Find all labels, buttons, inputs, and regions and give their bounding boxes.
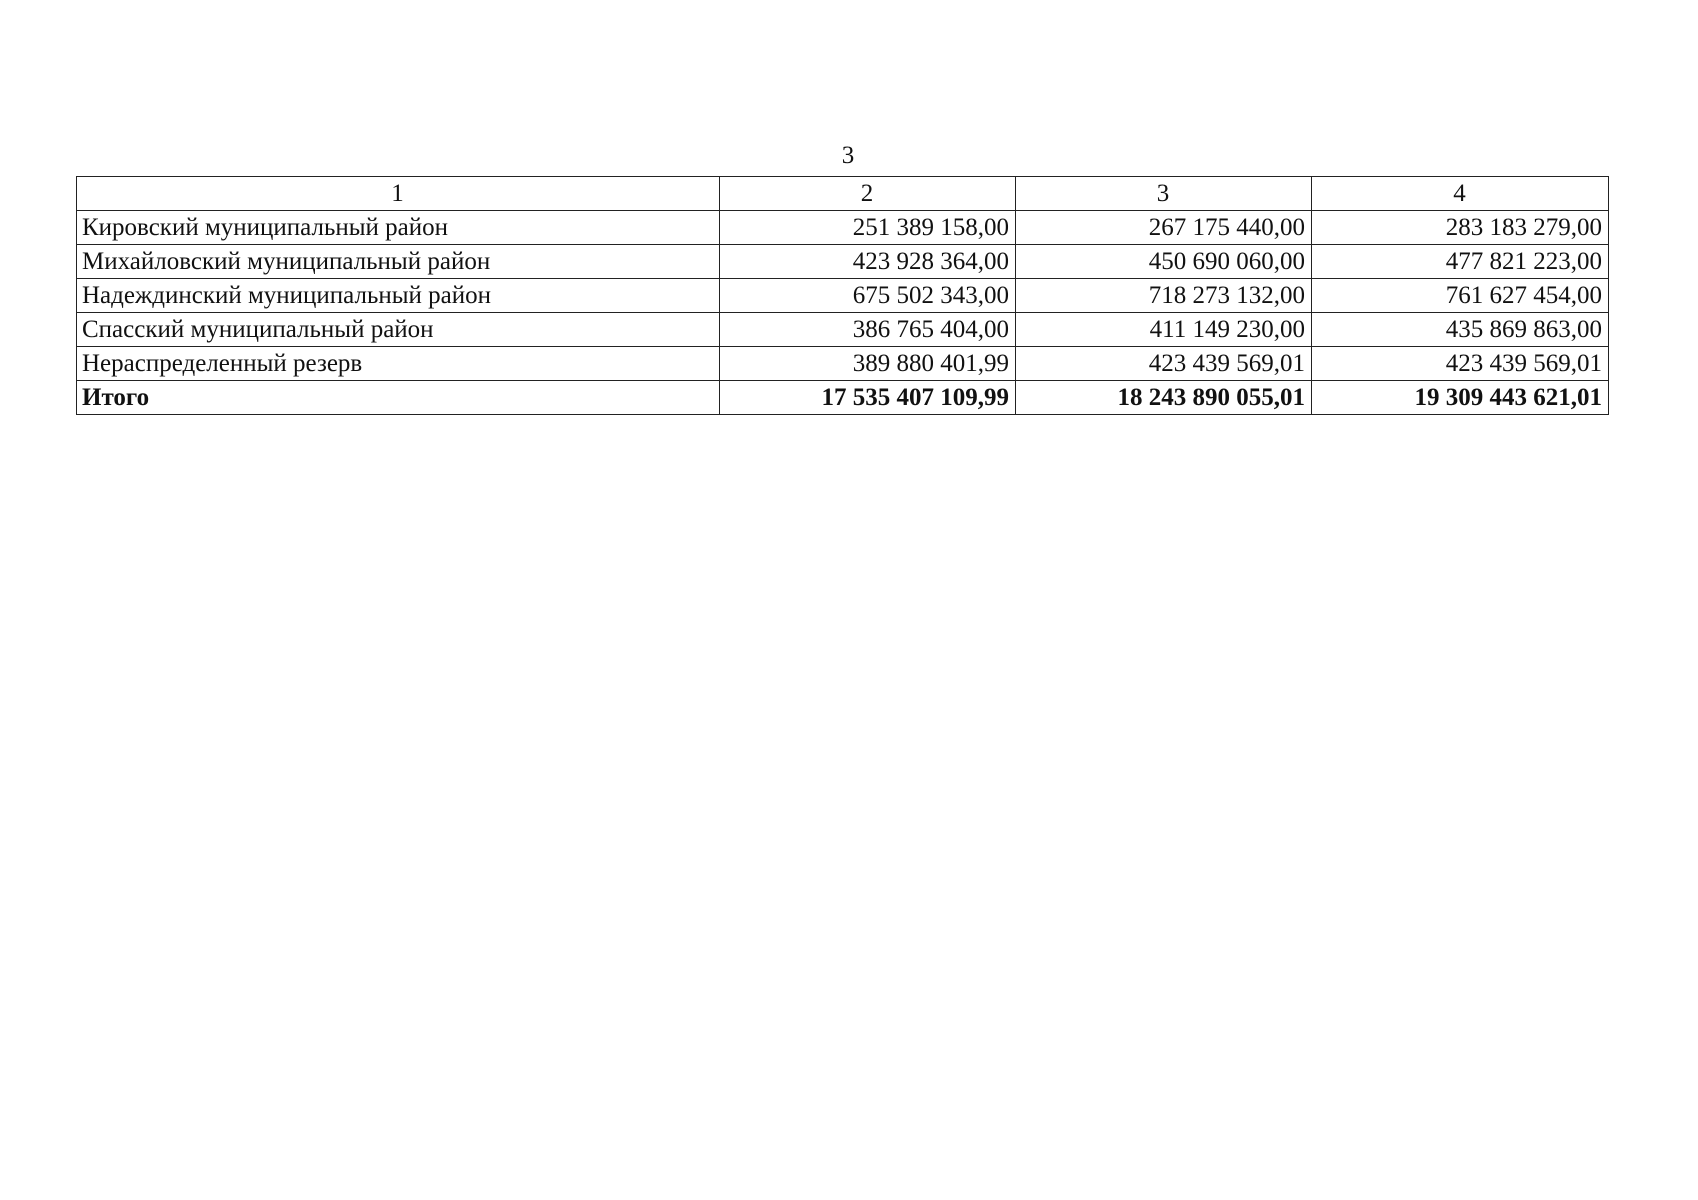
row-value: 718 273 132,00 [1016, 279, 1312, 313]
total-value: 17 535 407 109,99 [720, 381, 1016, 415]
column-header: 3 [1016, 177, 1312, 211]
row-name: Надеждинский муниципальный район [77, 279, 720, 313]
table-row [77, 347, 1609, 381]
row-name: Кировский муниципальный район [77, 211, 720, 245]
column-header: 2 [720, 177, 1016, 211]
column-header: 4 [1312, 177, 1609, 211]
row-name: Михайловский муниципальный район [77, 245, 720, 279]
row-value: 761 627 454,00 [1312, 279, 1609, 313]
budget-table [76, 176, 1609, 415]
column-header: 1 [77, 177, 720, 211]
table-row [77, 211, 1609, 245]
row-value: 251 389 158,00 [720, 211, 1016, 245]
row-value: 411 149 230,00 [1016, 313, 1312, 347]
row-name: Нераспределенный резерв [77, 347, 720, 381]
row-value: 423 928 364,00 [720, 245, 1016, 279]
table-row [77, 245, 1609, 279]
row-value: 423 439 569,01 [1016, 347, 1312, 381]
total-row [77, 381, 1609, 415]
row-value: 386 765 404,00 [720, 313, 1016, 347]
row-value: 283 183 279,00 [1312, 211, 1609, 245]
row-value: 477 821 223,00 [1312, 245, 1609, 279]
total-label: Итого [77, 381, 720, 415]
table-header-row [77, 177, 1609, 211]
row-name: Спасский муниципальный район [77, 313, 720, 347]
row-value: 675 502 343,00 [720, 279, 1016, 313]
row-value: 435 869 863,00 [1312, 313, 1609, 347]
row-value: 423 439 569,01 [1312, 347, 1609, 381]
total-value: 18 243 890 055,01 [1016, 381, 1312, 415]
page-number: 3 [841, 142, 855, 169]
row-value: 389 880 401,99 [720, 347, 1016, 381]
row-value: 267 175 440,00 [1016, 211, 1312, 245]
table-row [77, 279, 1609, 313]
table-row [77, 313, 1609, 347]
total-value: 19 309 443 621,01 [1312, 381, 1609, 415]
row-value: 450 690 060,00 [1016, 245, 1312, 279]
